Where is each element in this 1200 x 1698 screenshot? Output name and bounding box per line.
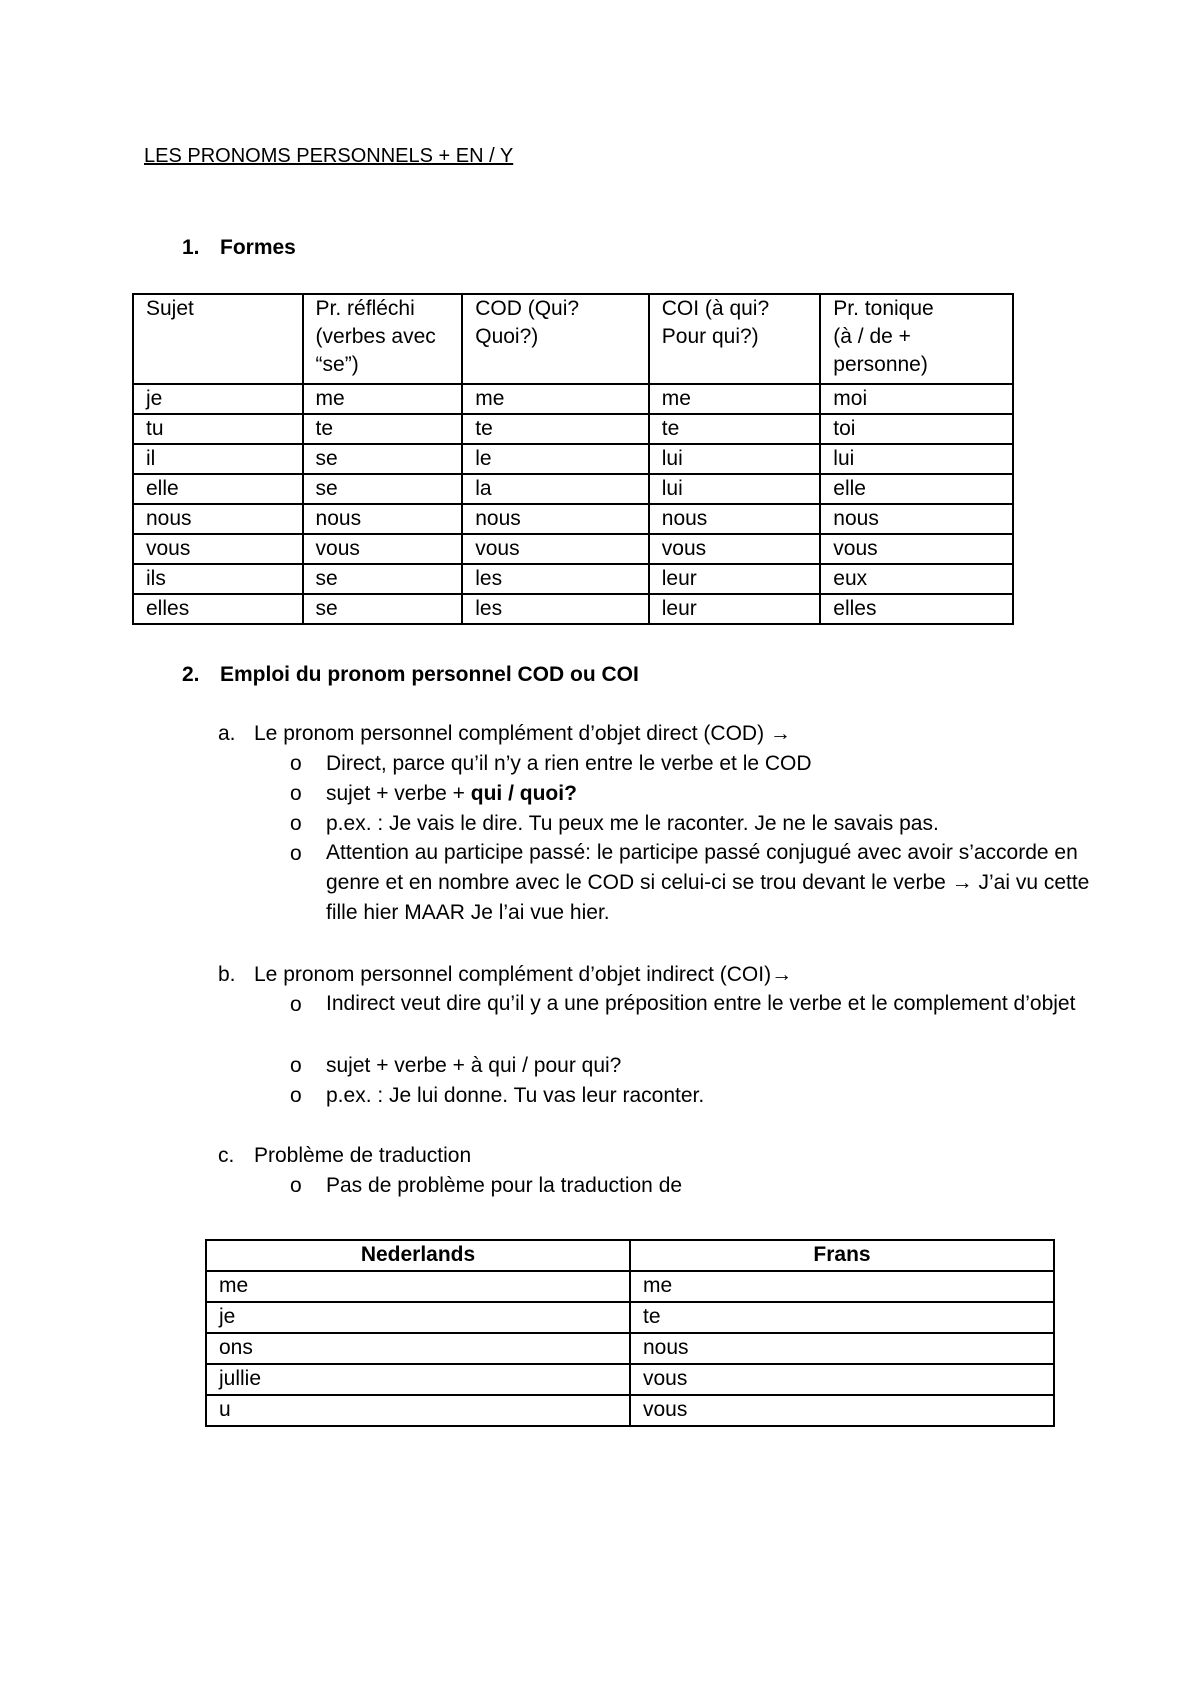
header-cell: Pr. réfléchi (verbes avec “se”): [303, 294, 463, 384]
table-cell: me: [649, 384, 821, 414]
table-cell: vous: [462, 534, 649, 564]
table-row: [133, 474, 1013, 504]
list-item: [290, 812, 939, 836]
table-cell: nous: [649, 504, 821, 534]
header-cell: Sujet: [133, 294, 303, 384]
bullet-marker: o: [290, 993, 302, 1016]
table-cell: les: [462, 564, 649, 594]
bullet-marker: o: [290, 1054, 302, 1077]
table-cell: vous: [303, 534, 463, 564]
section-2-label: Emploi du pronom personnel COD ou COI: [220, 663, 639, 686]
table-cell: se: [303, 564, 463, 594]
section-2-heading: [182, 663, 639, 687]
bullet-marker: o: [290, 1174, 302, 1197]
table-cell: nous: [820, 504, 1013, 534]
table-row: [206, 1395, 1054, 1426]
translation-table: [205, 1239, 1055, 1427]
header-cell: Pr. tonique (à / de + personne): [820, 294, 1013, 384]
bullet-bold-text: qui / quoi?: [470, 782, 577, 805]
document-title: LES PRONOMS PERSONNELS + EN / Y: [144, 145, 514, 167]
table-row: [133, 534, 1013, 564]
table-cell: eux: [820, 564, 1013, 594]
table-cell: elles: [820, 594, 1013, 624]
table-cell: vous: [649, 534, 821, 564]
table-row: [133, 414, 1013, 444]
header-cell: Frans: [630, 1240, 1054, 1271]
table-row: [206, 1333, 1054, 1364]
table-cell: moi: [820, 384, 1013, 414]
bullet-marker: o: [290, 782, 302, 805]
section-1-heading: [182, 236, 296, 260]
table-cell: jullie: [206, 1364, 630, 1395]
table-cell: lui: [649, 474, 821, 504]
bullet-marker: o: [290, 812, 302, 835]
list-item: [290, 842, 1106, 928]
table-cell: je: [206, 1302, 630, 1333]
table-cell: je: [133, 384, 303, 414]
table-cell: les: [462, 594, 649, 624]
table-row: [206, 1364, 1054, 1395]
table-cell: me: [630, 1271, 1054, 1302]
header-cell: COD (Qui? Quoi?): [462, 294, 649, 384]
section-2-number: 2.: [182, 663, 200, 686]
subsection-b-label: Le pronom personnel complément d’objet indirect (COI)→: [254, 963, 793, 986]
subsection-b-heading: [218, 963, 792, 987]
bullet-text: Direct, parce qu’il n’y a rien entre le verbe et le COD: [326, 752, 812, 775]
table-cell: elle: [820, 474, 1013, 504]
subsection-a-letter: a.: [218, 722, 236, 745]
table-cell: tu: [133, 414, 303, 444]
table-cell: me: [206, 1271, 630, 1302]
table-header-row: [206, 1240, 1054, 1271]
table-cell: se: [303, 474, 463, 504]
table-cell: me: [462, 384, 649, 414]
subsection-c-label: Problème de traduction: [254, 1144, 472, 1167]
header-cell: COI (à qui? Pour qui?): [649, 294, 821, 384]
subsection-b-letter: b.: [218, 963, 236, 986]
table-cell: te: [303, 414, 463, 444]
bullet-text: p.ex. : Je lui donne. Tu vas leur raconter.: [326, 1084, 705, 1107]
table-cell: elles: [133, 594, 303, 624]
list-item: [290, 993, 1106, 1019]
table-cell: vous: [630, 1364, 1054, 1395]
table-cell: vous: [820, 534, 1013, 564]
table-cell: vous: [133, 534, 303, 564]
table-cell: se: [303, 594, 463, 624]
section-1-number: 1.: [182, 236, 200, 259]
list-item: [290, 1054, 621, 1078]
table-cell: lui: [820, 444, 1013, 474]
table-row: [133, 564, 1013, 594]
pronoun-forms-table: [132, 293, 1014, 625]
bullet-text: Attention au participe passé: le participe passé conjugué avec avoir s’accorde en genre et en nombre avec le COD si celui-ci se trou devant le verbe → J’ai vu cette fille hier MAAR Je l’ai vue hier.: [326, 841, 1090, 924]
table-cell: me: [303, 384, 463, 414]
table-cell: te: [649, 414, 821, 444]
bullet-marker: o: [290, 752, 302, 775]
table-cell: te: [462, 414, 649, 444]
table-row: [133, 504, 1013, 534]
subsection-c-letter: c.: [218, 1144, 235, 1167]
bullet-text: sujet + verbe +: [326, 782, 471, 805]
section-1-label: Formes: [220, 236, 296, 259]
table-cell: leur: [649, 594, 821, 624]
table-cell: il: [133, 444, 303, 474]
table-cell: ils: [133, 564, 303, 594]
bullet-text: Indirect veut dire qu’il y a une préposition entre le verbe et le complement d’objet: [326, 992, 1076, 1015]
subsection-c-heading: [218, 1144, 471, 1168]
table-row: [206, 1271, 1054, 1302]
table-cell: ons: [206, 1333, 630, 1364]
table-cell: u: [206, 1395, 630, 1426]
table-cell: la: [462, 474, 649, 504]
bullet-marker: o: [290, 842, 302, 865]
table-cell: nous: [133, 504, 303, 534]
table-cell: nous: [462, 504, 649, 534]
table-row: [206, 1302, 1054, 1333]
subsection-a-heading: [218, 722, 791, 746]
list-item: [290, 752, 812, 776]
list-item: [290, 1084, 704, 1108]
table-cell: nous: [630, 1333, 1054, 1364]
list-item: [290, 782, 577, 806]
header-cell: Nederlands: [206, 1240, 630, 1271]
table-row: [133, 384, 1013, 414]
table-cell: lui: [649, 444, 821, 474]
table-row: [133, 594, 1013, 624]
subsection-a-label: Le pronom personnel complément d’objet direct (COD) →: [254, 722, 791, 745]
table-cell: nous: [303, 504, 463, 534]
table-header-row: [133, 294, 1013, 384]
table-cell: leur: [649, 564, 821, 594]
table-cell: elle: [133, 474, 303, 504]
bullet-marker: o: [290, 1084, 302, 1107]
table-cell: le: [462, 444, 649, 474]
table-cell: se: [303, 444, 463, 474]
table-row: [133, 444, 1013, 474]
table-cell: toi: [820, 414, 1013, 444]
bullet-text: sujet + verbe + à qui / pour qui?: [326, 1054, 622, 1077]
table-cell: te: [630, 1302, 1054, 1333]
table-cell: vous: [630, 1395, 1054, 1426]
bullet-text: Pas de problème pour la traduction de: [326, 1174, 683, 1197]
bullet-text: p.ex. : Je vais le dire. Tu peux me le raconter. Je ne le savais pas.: [326, 812, 939, 835]
list-item: [290, 1174, 682, 1198]
